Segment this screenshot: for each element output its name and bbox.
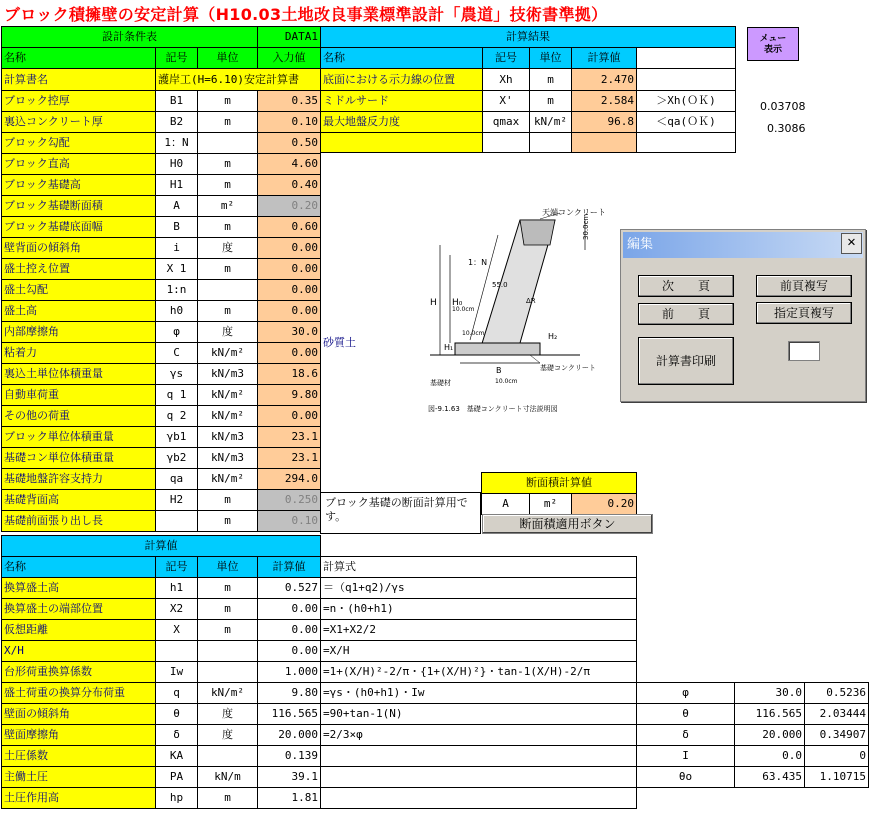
calc-row-value: 1.81 xyxy=(258,788,321,809)
calc-row-name: 台形荷重換算係数 xyxy=(2,662,156,683)
result-row-empty xyxy=(321,133,483,153)
calc-col-val: 計算値 xyxy=(258,557,321,578)
design-row-name: 壁背面の傾斜角 xyxy=(2,238,156,259)
copy-prev-page-button[interactable]: 前頁複写 xyxy=(756,275,852,297)
design-row-unit: m xyxy=(198,301,258,322)
calc-row-formula: =γs・(h0+h1)・Iw xyxy=(321,683,637,704)
result-row-name: 底面における示力線の位置 xyxy=(321,69,483,91)
calc-row-value: 0.527 xyxy=(258,578,321,599)
calc-row-sym: X2 xyxy=(156,599,198,620)
section-area-table xyxy=(481,472,637,515)
result-row-name: 最大地盤反力度 xyxy=(321,112,483,133)
dim-10c-label: 10.0cm xyxy=(495,378,518,385)
calc-row-sym: Iw xyxy=(156,662,198,683)
design-row-value[interactable]: 0.60 xyxy=(258,217,321,238)
design-row-name: ブロック基礎高 xyxy=(2,175,156,196)
design-row-name: その他の荷重 xyxy=(2,406,156,427)
calc-row-name: 土圧係数 xyxy=(2,746,156,767)
col-sym: 記号 xyxy=(156,48,198,69)
results-col-val: 計算値 xyxy=(572,48,637,69)
angle-rad: 0.5236 xyxy=(805,683,869,704)
design-row-sym: A xyxy=(156,196,198,217)
top-concrete-label: 天端コンクリート xyxy=(542,208,606,217)
calc-row-formula xyxy=(321,767,637,788)
h1-label: H₁ xyxy=(444,343,454,352)
next-page-button[interactable]: 次 頁 xyxy=(638,275,734,297)
calc-row-sym: hp xyxy=(156,788,198,809)
section-unit: m² xyxy=(530,494,572,515)
calc-row-formula xyxy=(321,746,637,767)
design-header: 設計条件表 xyxy=(2,27,258,48)
design-row-value: 0.10 xyxy=(258,511,321,532)
base-leader xyxy=(530,355,540,363)
report-name-cell[interactable]: 護岸工(H=6.10)安定計算書 xyxy=(156,69,321,91)
col-name: 名称 xyxy=(2,48,156,69)
result-row-empty xyxy=(572,133,637,153)
section-value: 0.20 xyxy=(572,494,637,515)
print-report-button[interactable]: 計算書印刷 xyxy=(638,337,734,385)
design-row-name: 盛土控え位置 xyxy=(2,259,156,280)
angle-rad: 2.03444 xyxy=(805,704,869,725)
calc-row-name: 換算盛土の端部位置 xyxy=(2,599,156,620)
calc-row-name: 壁面摩擦角 xyxy=(2,725,156,746)
design-row-sym: 1：N xyxy=(156,133,198,154)
calc-values-table xyxy=(1,535,637,809)
base-concrete xyxy=(455,343,540,355)
design-row-unit: kN/m² xyxy=(198,469,258,490)
base-concrete-label: 基礎コンクリート xyxy=(540,364,596,372)
design-row-sym: B1 xyxy=(156,91,198,112)
result-row-empty xyxy=(530,133,572,153)
design-row-sym: q 2 xyxy=(156,406,198,427)
design-row-sym: H0 xyxy=(156,154,198,175)
result-row-judge: ＜qa(ＯＫ) xyxy=(637,112,736,133)
result-row-empty xyxy=(483,133,530,153)
design-row-value[interactable]: 0.00 xyxy=(258,280,321,301)
h0-label: H₀ xyxy=(452,298,463,308)
design-row-name: 基礎前面張り出し長 xyxy=(2,511,156,532)
design-row-unit: m xyxy=(198,112,258,133)
calc-row-name: 壁面の傾斜角 xyxy=(2,704,156,725)
menu-button[interactable]: メュー 表示 xyxy=(747,27,799,61)
angle-label: 55.0 xyxy=(492,281,508,289)
calc-row-unit: m xyxy=(198,578,258,599)
slope-label: 1：N xyxy=(468,258,488,267)
calc-row-formula: =X/H xyxy=(321,641,637,662)
design-row-unit: m xyxy=(198,259,258,280)
design-row-sym: γs xyxy=(156,364,198,385)
design-row-name: 盛土高 xyxy=(2,301,156,322)
design-row-unit xyxy=(198,133,258,154)
angle-sym: I xyxy=(637,746,735,767)
calc-row-formula: =1+(X/H)²-2/π・{1+(X/H)²}・tan-1(X/H)-2/π xyxy=(321,662,637,683)
design-row-unit: kN/m3 xyxy=(198,427,258,448)
design-row-name: 内部摩擦角 xyxy=(2,322,156,343)
calc-row-unit: kN/m xyxy=(198,767,258,788)
angle-deg: 116.565 xyxy=(735,704,805,725)
calc-row-value: 1.000 xyxy=(258,662,321,683)
calc-row-unit xyxy=(198,746,258,767)
calc-row-sym: X xyxy=(156,620,198,641)
design-row-sym: q 1 xyxy=(156,385,198,406)
design-row-value: 0.20 xyxy=(258,196,321,217)
h-label: H xyxy=(430,298,437,308)
sand-note: 砂質土 xyxy=(323,336,356,349)
dialog-title: 編集 xyxy=(623,232,863,258)
angle-rad: 0 xyxy=(805,746,869,767)
design-row-sym: φ xyxy=(156,322,198,343)
calc-row-unit xyxy=(198,662,258,683)
results-col-judge xyxy=(637,48,736,69)
design-row-unit: kN/m² xyxy=(198,343,258,364)
calc-row-value: 0.00 xyxy=(258,620,321,641)
calc-row-value: 0.139 xyxy=(258,746,321,767)
col-val: 入力値 xyxy=(258,48,321,69)
calc-row-unit: 度 xyxy=(198,725,258,746)
result-row-sym: X' xyxy=(483,91,530,112)
angle-sym: φ xyxy=(637,683,735,704)
calc-col-sym: 記号 xyxy=(156,557,198,578)
result-row-empty xyxy=(637,133,736,153)
calc-row-name: 盛土荷重の換算分布荷重 xyxy=(2,683,156,704)
calc-row-value: 39.1 xyxy=(258,767,321,788)
design-row-sym: γb1 xyxy=(156,427,198,448)
design-row-unit: kN/m² xyxy=(198,385,258,406)
calc-row-name: 換算盛土高 xyxy=(2,578,156,599)
page-number-input[interactable] xyxy=(788,341,820,361)
design-row-unit: 度 xyxy=(198,322,258,343)
design-row-sym: h0 xyxy=(156,301,198,322)
result-extra-1: 0.03708 xyxy=(760,100,806,113)
dim-30-label: 30.0cm xyxy=(582,213,590,240)
top-concrete xyxy=(520,220,555,245)
h2-label: H₂ xyxy=(548,332,558,341)
calc-row-sym: θ xyxy=(156,704,198,725)
angle-sym: θo xyxy=(637,767,735,788)
dim-10a-label: 10.0cm xyxy=(452,306,475,313)
calc-row-value: 116.565 xyxy=(258,704,321,725)
calc-row-sym: q xyxy=(156,683,198,704)
calc-row-unit: m xyxy=(198,788,258,809)
design-row-sym: H1 xyxy=(156,175,198,196)
result-row-value: 2.584 xyxy=(572,91,637,112)
close-icon[interactable]: ✕ xyxy=(841,233,862,254)
results-col-sym: 記号 xyxy=(483,48,530,69)
design-row-sym: X 1 xyxy=(156,259,198,280)
result-row-name: ミドルサード xyxy=(321,91,483,112)
calc-row-formula: =X1+X2/2 xyxy=(321,620,637,641)
calc-row-unit: kN/m² xyxy=(198,683,258,704)
result-row-value: 2.470 xyxy=(572,69,637,91)
design-row-value[interactable]: 9.80 xyxy=(258,385,321,406)
design-row-name: 基礎コン単位体積重量 xyxy=(2,448,156,469)
design-row-value[interactable]: 18.6 xyxy=(258,364,321,385)
results-header: 計算結果 xyxy=(321,27,736,48)
design-row-sym: B xyxy=(156,217,198,238)
calc-row-name: 主働土圧 xyxy=(2,767,156,788)
design-row-sym: i xyxy=(156,238,198,259)
design-row-value[interactable]: 0.10 xyxy=(258,112,321,133)
section-note: ブロック基礎の断面計算用です。 xyxy=(320,492,481,534)
results-table xyxy=(320,26,736,153)
design-row-sym: 1:n xyxy=(156,280,198,301)
calc-row-unit: m xyxy=(198,599,258,620)
design-row-unit: m xyxy=(198,511,258,532)
calc-row-unit: 度 xyxy=(198,704,258,725)
calc-row-value: 20.000 xyxy=(258,725,321,746)
results-col-unit: 単位 xyxy=(530,48,572,69)
design-row-value[interactable]: 0.00 xyxy=(258,343,321,364)
angle-side-table xyxy=(636,682,869,788)
design-row-value[interactable]: 23.1 xyxy=(258,448,321,469)
design-row-unit: m xyxy=(198,154,258,175)
angle-rad: 1.10715 xyxy=(805,767,869,788)
delta-r-label: ΔR xyxy=(526,297,536,305)
design-row-value: 0.250 xyxy=(258,490,321,511)
design-row-value[interactable]: 0.40 xyxy=(258,175,321,196)
design-row-unit: 度 xyxy=(198,238,258,259)
design-row-value[interactable]: 294.0 xyxy=(258,469,321,490)
result-row-judge: ＞Xh(ＯＫ) xyxy=(637,91,736,112)
angle-rad: 0.34907 xyxy=(805,725,869,746)
dim-10b-label: 10.0cm xyxy=(462,330,485,337)
prev-page-button[interactable]: 前 頁 xyxy=(638,303,734,325)
result-extra-2: 0.3086 xyxy=(767,122,806,135)
calc-row-sym: PA xyxy=(156,767,198,788)
design-row-name: ブロック単位体積重量 xyxy=(2,427,156,448)
result-row-unit: m xyxy=(530,91,572,112)
design-row-value[interactable]: 30.0 xyxy=(258,322,321,343)
calc-row-unit: m xyxy=(198,620,258,641)
design-row-name: ブロック基礎断面積 xyxy=(2,196,156,217)
angle-sym: θ xyxy=(637,704,735,725)
copy-selected-page-button[interactable]: 指定頁複写 xyxy=(756,302,852,324)
design-row-sym xyxy=(156,511,198,532)
design-row-value[interactable]: 0.35 xyxy=(258,91,321,112)
design-row-unit: m² xyxy=(198,196,258,217)
section-header: 断面積計算値 xyxy=(482,473,637,494)
angle-deg: 30.0 xyxy=(735,683,805,704)
calc-row-unit xyxy=(198,641,258,662)
design-row-sym: H2 xyxy=(156,490,198,511)
design-row-name: 裏込土単位体積重量 xyxy=(2,364,156,385)
page-title: ブロック積擁壁の安定計算（H10.03土地改良事業標準設計「農道」技術書準拠） xyxy=(4,5,608,24)
design-row-value[interactable]: 0.00 xyxy=(258,259,321,280)
design-row-name: ブロック控厚 xyxy=(2,91,156,112)
calc-col-name: 名称 xyxy=(2,557,156,578)
col-unit: 単位 xyxy=(198,48,258,69)
data-label: DATA1 xyxy=(258,27,321,48)
calc-row-sym: δ xyxy=(156,725,198,746)
calc-row-formula: =2/3×φ xyxy=(321,725,637,746)
calc-row-value: 0.00 xyxy=(258,599,321,620)
design-row-name: 自動車荷重 xyxy=(2,385,156,406)
design-conditions-table xyxy=(1,26,321,532)
calc-row-sym: KA xyxy=(156,746,198,767)
design-row-unit: kN/m3 xyxy=(198,448,258,469)
calc-row-value: 9.80 xyxy=(258,683,321,704)
design-row-name: 盛土勾配 xyxy=(2,280,156,301)
design-row-name: 基礎地盤許容支持力 xyxy=(2,469,156,490)
design-row-value[interactable]: 0.50 xyxy=(258,133,321,154)
calc-row-name: X/H xyxy=(2,641,156,662)
calc-row-formula: =90+tan-1(N) xyxy=(321,704,637,725)
results-col-name: 名称 xyxy=(321,48,483,69)
calc-col-formula: 計算式 xyxy=(321,557,637,578)
calc-row-formula: =n・(h0+h1) xyxy=(321,599,637,620)
design-row-value[interactable]: 0.00 xyxy=(258,301,321,322)
design-row-name: 基礎背面高 xyxy=(2,490,156,511)
result-row-judge xyxy=(637,69,736,91)
b-label: B xyxy=(496,366,502,375)
design-row-sym: qa xyxy=(156,469,198,490)
angle-deg: 63.435 xyxy=(735,767,805,788)
angle-deg: 20.000 xyxy=(735,725,805,746)
design-row-name: ブロック勾配 xyxy=(2,133,156,154)
design-row-value[interactable]: 23.1 xyxy=(258,427,321,448)
calc-col-unit: 単位 xyxy=(198,557,258,578)
calc-row-sym: h1 xyxy=(156,578,198,599)
design-row-sym: C xyxy=(156,343,198,364)
design-row-sym: B2 xyxy=(156,112,198,133)
section-sym: A xyxy=(482,494,530,515)
angle-deg: 0.0 xyxy=(735,746,805,767)
apply-section-area-button[interactable]: 断面積適用ボタン xyxy=(482,514,653,534)
design-row-unit: m xyxy=(198,91,258,112)
base-material-label: 基礎材 xyxy=(430,379,451,387)
design-row-name: 計算書名 xyxy=(2,69,156,91)
calc-row-name: 土圧作用高 xyxy=(2,788,156,809)
calc-row-value: 0.00 xyxy=(258,641,321,662)
calc-header-blank xyxy=(321,536,637,557)
design-row-unit: m xyxy=(198,175,258,196)
angle-sym: δ xyxy=(637,725,735,746)
calc-row-formula xyxy=(321,788,637,809)
design-row-name: ブロック直高 xyxy=(2,154,156,175)
design-row-unit xyxy=(198,280,258,301)
result-row-value: 96.8 xyxy=(572,112,637,133)
foundation-diagram xyxy=(400,205,615,420)
design-row-name: 粘着力 xyxy=(2,343,156,364)
calc-header: 計算値 xyxy=(2,536,321,557)
result-row-unit: m xyxy=(530,69,572,91)
result-row-unit: kN/m² xyxy=(530,112,572,133)
design-row-value[interactable]: 0.00 xyxy=(258,238,321,259)
design-row-name: ブロック基礎底面幅 xyxy=(2,217,156,238)
foundation-figure xyxy=(400,205,615,420)
result-row-sym: Xh xyxy=(483,69,530,91)
design-row-sym: γb2 xyxy=(156,448,198,469)
calc-row-sym xyxy=(156,641,198,662)
design-row-unit: m xyxy=(198,217,258,238)
design-row-unit: kN/m3 xyxy=(198,364,258,385)
calc-row-formula: ＝（q1+q2)/γs xyxy=(321,578,637,599)
design-row-name: 裏込コンクリート厚 xyxy=(2,112,156,133)
design-row-unit: kN/m² xyxy=(198,406,258,427)
result-row-sym: qmax xyxy=(483,112,530,133)
design-row-value[interactable]: 0.00 xyxy=(258,406,321,427)
figure-caption: 図-9.1.63 基礎コンクリート寸法説明図 xyxy=(428,405,558,413)
calc-row-name: 仮想距離 xyxy=(2,620,156,641)
design-row-unit: m xyxy=(198,490,258,511)
design-row-value[interactable]: 4.60 xyxy=(258,154,321,175)
